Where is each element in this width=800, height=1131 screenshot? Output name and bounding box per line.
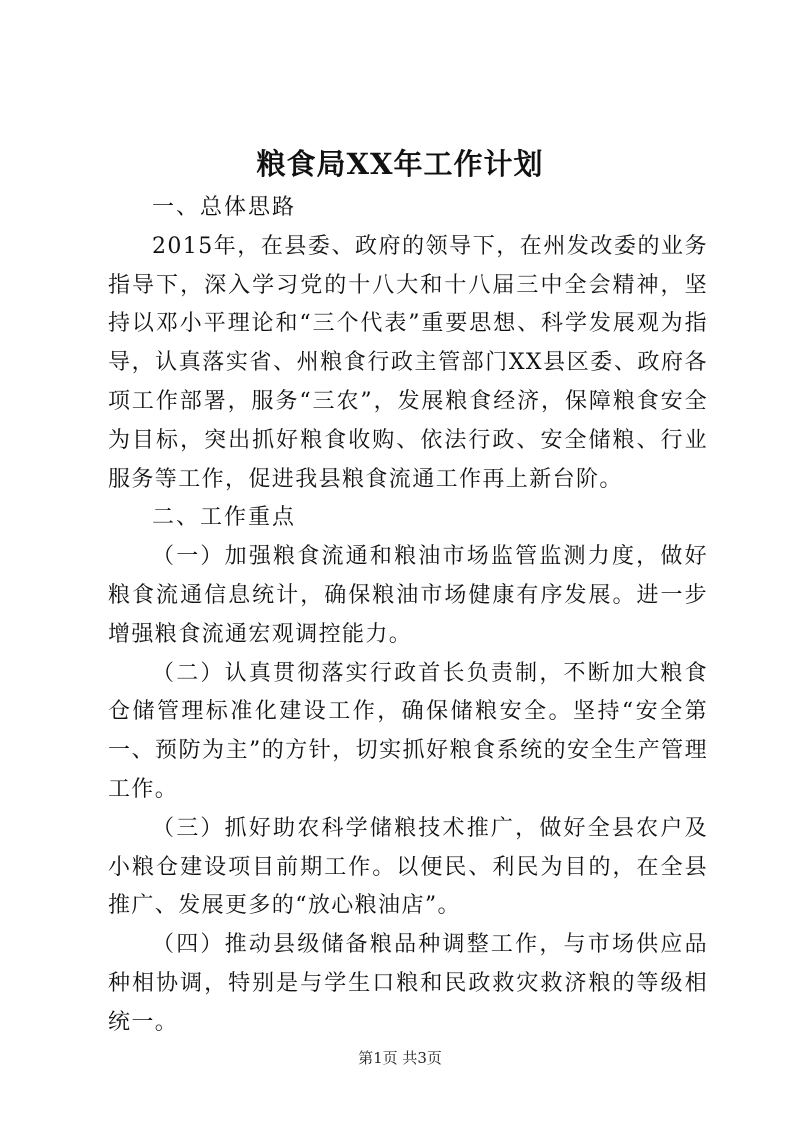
paragraph-priority-2: （二）认真贯彻落实行政首长负责制，不断加大粮食仓储管理标准化建设工作，确保储粮安全。坚持“安全第一、预防为主”的方针，切实抓好粮食系统的安全生产管理工作。: [108, 660, 708, 802]
section-heading-work-priorities: 二、工作重点: [152, 505, 297, 531]
document-title: 粮食局XX年工作计划: [256, 147, 544, 181]
document-body: [108, 189, 708, 1043]
section-heading-overall-approach: 一、总体思路: [152, 195, 297, 220]
paragraph-priority-4: （四）推动县级储备粮品种调整工作，与市场供应品种相协调，特别是与学生口粮和民政救灾救济粮的等级相统一。: [108, 932, 708, 1035]
page-indicator: 第1页 共3页: [358, 1049, 442, 1067]
paragraph-priority-1: （一）加强粮食流通和粮油市场监管监测力度，做好粮食流通信息统计，确保粮油市场健康有序发展。进一步增强粮食流通宏观调控能力。: [108, 544, 708, 647]
paragraph-priority-3: （三）抓好助农科学储粮技术推广，做好全县农户及小粮仓建设项目前期工作。以便民、利民为目的，在全县推广、发展更多的“放心粮油店”。: [108, 815, 708, 919]
paragraph-overall-approach: 2015年，在县委、政府的领导下，在州发改委的业务指导下，深入学习党的十八大和十八届三中全会精神，坚持以邓小平理论和“三个代表”重要思想、科学发展观为指导，认真落实省、州粮食行政主管部门XX县区委、政府各项工作部署，服务“三农”，发展粮食经济，保障粮食安全为目标，突出抓好粮食收购、依法行政、安全储粮、行业服务等工作，促进我县粮食流通工作再上新台阶。: [108, 233, 708, 492]
